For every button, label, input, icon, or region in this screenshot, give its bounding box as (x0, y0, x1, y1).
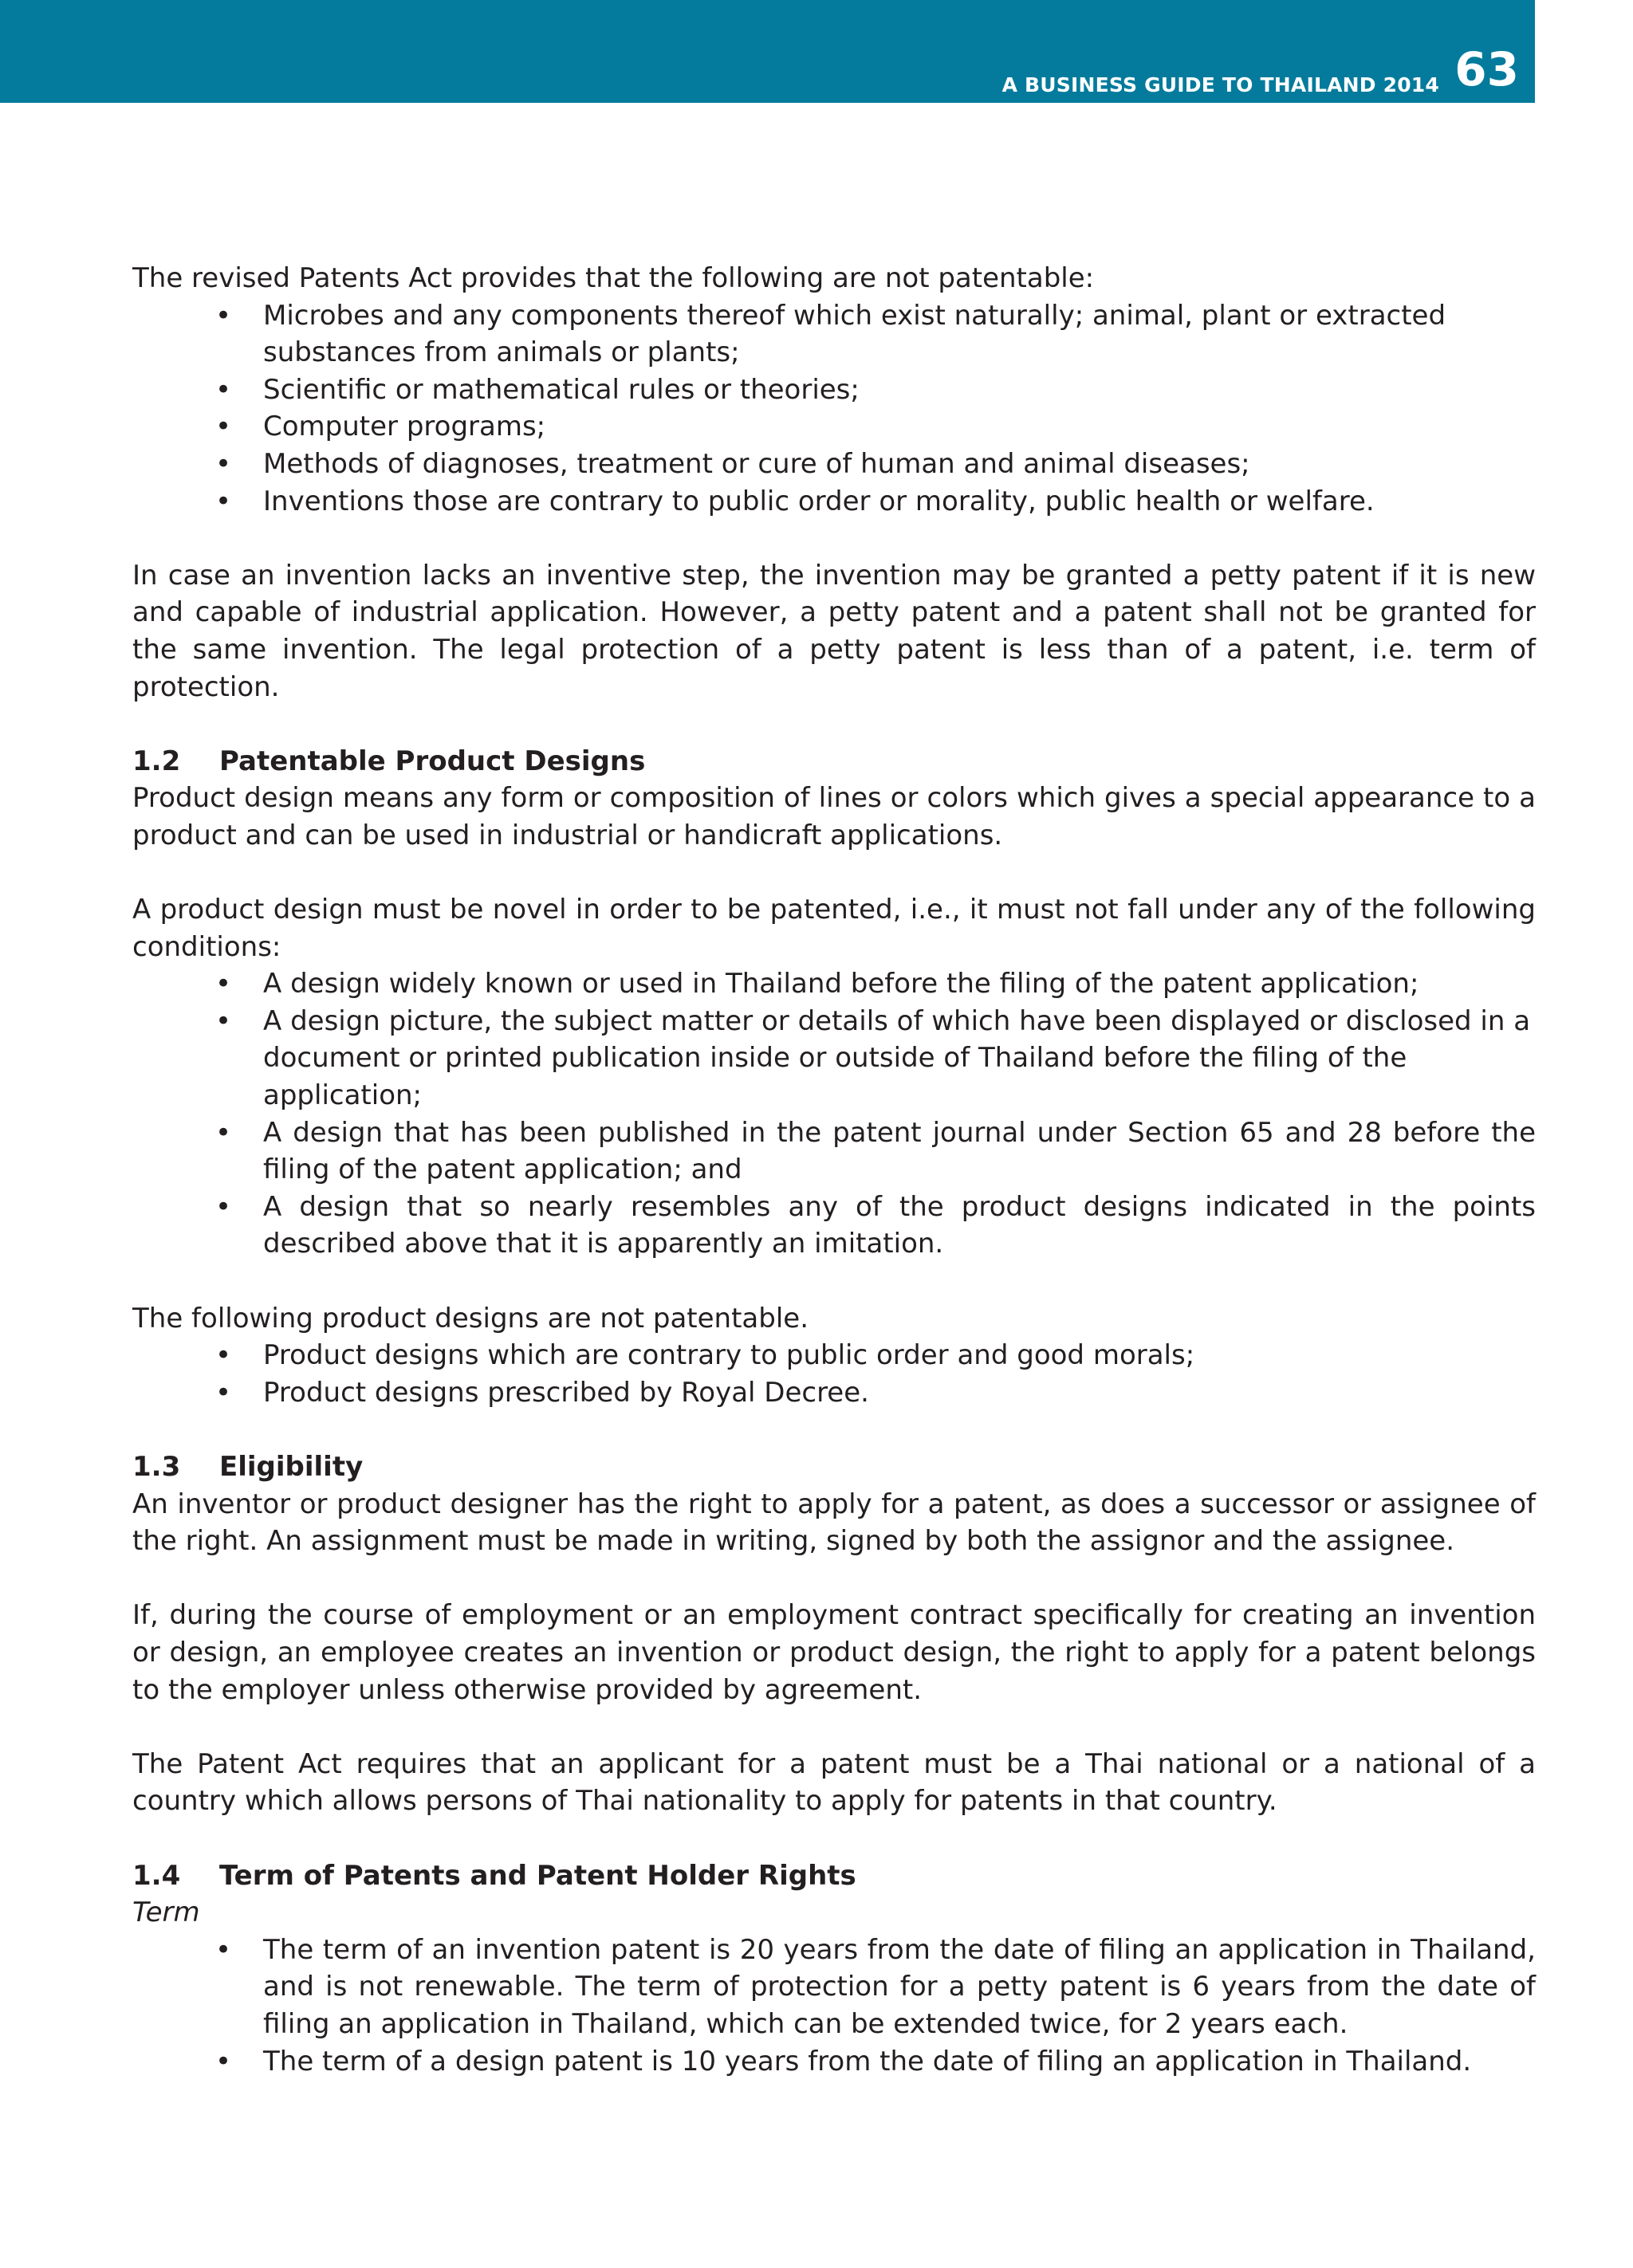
list-item: • A design widely known or used in Thailand before the filing of the patent application; (132, 965, 1536, 1003)
not-patentable-list (132, 297, 1536, 521)
list-item: • A design that so nearly resembles any of the product designs indicated in the points described above that it is apparently an imitation. (132, 1189, 1536, 1263)
term-subheading: Term (132, 1897, 200, 1929)
list-item: • Computer programs; (132, 408, 1536, 446)
novelty-conditions-list (132, 965, 1536, 1263)
bullet-icon: • (215, 485, 232, 517)
not-patentable-intro: The revised Patents Act provides that the following are not patentable: (132, 262, 1095, 294)
product-design-definition: Product design means any form or composition of lines or colors which gives a special appearance to a product and can be used in industrial or handicraft applications. (132, 782, 1536, 851)
bullet-icon: • (215, 1933, 232, 1966)
eligibility-paragraph-3: The Patent Act requires that an applicant for a patent must be a Thai national or a national of a country which allows persons of Thai nationality to apply for patents in that country. (132, 1747, 1536, 1818)
section-title: Term of Patents and Patent Holder Rights (219, 1859, 856, 1892)
list-item: • The term of a design patent is 10 years from the date of filing an application in Thailand. (132, 2043, 1536, 2081)
bullet-icon: • (215, 1116, 232, 1149)
bullet-icon: • (215, 968, 232, 1000)
page-number: 63 (1454, 42, 1519, 96)
bullet-icon: • (215, 2045, 232, 2077)
bullet-icon: • (215, 1004, 232, 1037)
section-title: Patentable Product Designs (219, 745, 646, 777)
list-item: • A design that has been published in the patent journal under Section 65 and 28 before the filing of the patent application; and (132, 1114, 1536, 1189)
design-not-patentable-list (132, 1337, 1536, 1411)
section-heading-1-3 (132, 1448, 1536, 1486)
header-band (0, 0, 1535, 103)
bullet-icon: • (215, 1190, 232, 1223)
list-item: • Product designs which are contrary to public order and good morals; (132, 1337, 1536, 1374)
design-not-patentable-intro: The following product designs are not patentable. (132, 1302, 809, 1334)
running-header-title: A BUSINESS GUIDE TO THAILAND 2014 (1001, 73, 1439, 96)
section-number: 1.2 (132, 745, 181, 777)
term-list (132, 1932, 1536, 2080)
bullet-icon: • (215, 447, 232, 480)
list-item: • Inventions those are contrary to public order or morality, public health or welfare. (132, 483, 1536, 521)
bullet-icon: • (215, 411, 232, 443)
list-item: • Methods of diagnoses, treatment or cure of human and animal diseases; (132, 446, 1536, 483)
petty-patent-paragraph: In case an invention lacks an inventive step, the invention may be granted a petty patent if it is new and capable of industrial application. However, a petty patent and a patent shall not be granted for the same invention. The legal protection of a petty patent is less than of a patent, i.e. term of protection. (132, 559, 1536, 703)
section-heading-1-2 (132, 743, 1536, 780)
bullet-icon: • (215, 1376, 232, 1409)
novelty-intro: A product design must be novel in order to be patented, i.e., it must not fall under any of the following conditions: (132, 894, 1536, 963)
list-item: • Product designs prescribed by Royal Decree. (132, 1374, 1536, 1412)
section-number: 1.4 (132, 1859, 181, 1892)
bullet-icon: • (215, 373, 232, 406)
section-heading-1-4 (132, 1857, 1536, 1895)
page-content (132, 260, 1536, 2080)
section-number: 1.3 (132, 1451, 181, 1483)
bullet-icon: • (215, 1339, 232, 1372)
bullet-icon: • (215, 299, 232, 332)
list-item: • Microbes and any components thereof which exist naturally; animal, plant or extracted substances from animals or plants; (132, 297, 1536, 371)
list-item: • A design picture, the subject matter or details of which have been displayed or disclosed in a document or printed publication inside or outside of Thailand before the filing of the application; (132, 1003, 1536, 1114)
eligibility-paragraph-2: If, during the course of employment or an employment contract specifically for creating an invention or design, an employee creates an invention or product design, the right to apply for a patent belongs to the employer unless otherwise provided by agreement. (132, 1599, 1536, 1706)
section-title: Eligibility (219, 1451, 364, 1483)
list-item: • Scientific or mathematical rules or theories; (132, 371, 1536, 409)
eligibility-paragraph-1: An inventor or product designer has the right to apply for a patent, as does a successor or assignee of the right. An assignment must be made in writing, signed by both the assignor and the assignee. (132, 1488, 1536, 1558)
list-item: • The term of an invention patent is 20 years from the date of filing an application in Thailand, and is not renewable. The term of protection for a petty patent is 6 years from the date of filing an application in Thailand, which can be extended twice, for 2 years each. (132, 1932, 1536, 2043)
